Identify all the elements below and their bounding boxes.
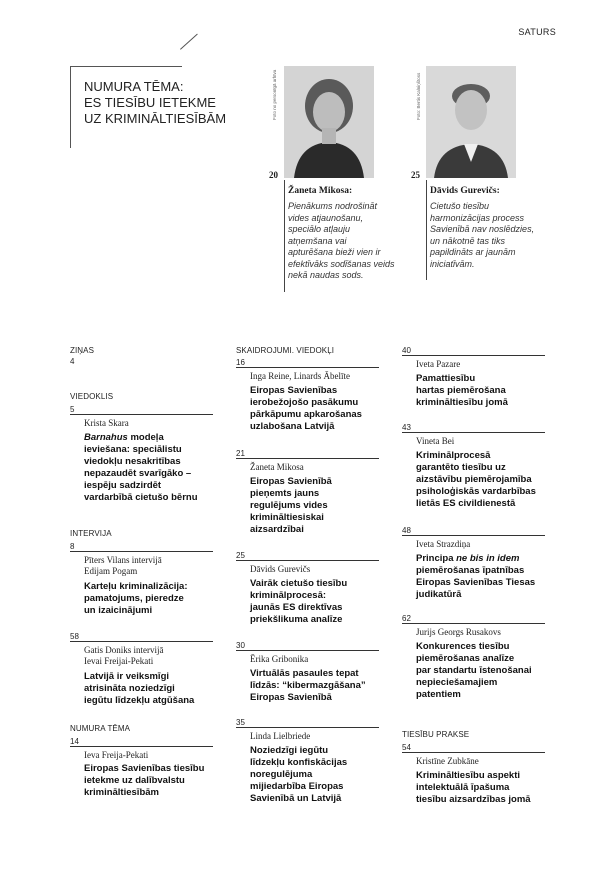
toc-page-number: 48 [402, 526, 411, 535]
toc-divider [236, 458, 379, 459]
photo-credit: Foto no personīgā arhīva [272, 69, 277, 120]
toc-divider [236, 727, 379, 728]
toc-page-number: 16 [236, 358, 245, 367]
toc-article-title[interactable]: Konkurences tiesību piemērošanas analīze par standartu īstenošanai nepieciešamajiem patentiem [416, 641, 532, 700]
toc-author: Krista Skara [84, 418, 129, 428]
toc-author: Pīters Vilans intervijā Edijam Pogam [84, 555, 162, 576]
toc-page-number: 8 [70, 542, 75, 551]
toc-article-title[interactable]: Vairāk cietušo tiesību kriminālprocesā: jaunās ES direktīvas priekšlikuma analīze [250, 578, 348, 625]
toc-author: Iveta Pazare [416, 359, 461, 369]
toc-author: Linda Lielbriede [250, 731, 311, 741]
toc-page-number: 54 [402, 743, 411, 752]
toc-author: Inga Reine, Linards Ābelīte [250, 371, 350, 381]
toc-article-title[interactable]: Kriminālprocesā garantēto tiesību uz aizstāvību piemērojamība psiholoģiskās vardarbības lietās ES civildienestā [416, 450, 536, 509]
toc-author: Jurijs Georgs Rusakovs [416, 627, 501, 637]
feature-page-number: 25 [411, 170, 420, 180]
theme-frame-line [180, 34, 198, 50]
toc-article-title[interactable]: Latvijā ir veiksmīgi atrisināta noziedzīgi iegūtu līdzekļu atgūšana [84, 671, 195, 706]
toc-section-label: INTERVIJA [70, 529, 112, 538]
toc-divider [402, 623, 545, 624]
toc-divider [70, 641, 213, 642]
toc-author: Gatis Doniks intervijā Ievai Freijai-Pekati [84, 645, 164, 666]
theme-frame-line [70, 66, 182, 67]
toc-page-number: 25 [236, 551, 245, 560]
toc-divider [70, 746, 213, 747]
feature-name: Dāvids Gurevičs: [430, 186, 500, 196]
toc-article-title[interactable]: Eiropas Savienībā pieņemts jauns regulējums vides krimināltiesiskai aizsardzībai [250, 476, 332, 535]
feature-quote: Pienākums nodrošināt vides atjaunošanu, speciālo atļauju atņemšana vai apturēšana bieži vien ir efektīvāks sodīšanas veids nekā naudas sods. [288, 201, 395, 280]
theme-frame-line [70, 66, 71, 148]
toc-section-label: ZIŅAS [70, 346, 95, 355]
toc-article-title[interactable]: Karteļu kriminalizācija: pamatojums, pieredze un izaicinājumi [84, 581, 188, 616]
toc-article-title[interactable]: Eiropas Savienības ierobežojošo pasākumu pārkāpumu apkarošanas uzlabošana Latvijā [250, 385, 362, 432]
toc-author: Vineta Bei [416, 436, 455, 446]
toc-article-title[interactable]: Virtuālās pasaules tepat līdzās: “kibermazgāšana” Eiropas Savienībā [250, 668, 366, 703]
toc-article-title[interactable]: Eiropas Savienības tiesību ietekme uz dalībvalstu krimināltiesībām [84, 763, 205, 798]
toc-divider [236, 560, 379, 561]
feature-rule [426, 180, 427, 280]
toc-page-number: 43 [402, 423, 411, 432]
toc-author: Kristīne Zubkāne [416, 756, 479, 766]
portrait-photo [284, 66, 374, 178]
section-label: SATURS [518, 27, 556, 37]
feature-rule [284, 180, 285, 292]
toc-page-number: 4 [70, 357, 75, 366]
toc-section-label: SKAIDROJUMI. VIEDOKĻI [236, 346, 335, 355]
toc-page-number: 62 [402, 614, 411, 623]
toc-author: Žaneta Mikosa [250, 462, 304, 472]
portrait-photo [426, 66, 516, 178]
toc-divider [236, 367, 379, 368]
feature-name: Žaneta Mikosa: [288, 186, 353, 196]
toc-divider [236, 650, 379, 651]
toc-author: Ērika Gribonika [250, 654, 309, 664]
toc-article-title[interactable]: Principa ne bis in idem piemērošanas īpatnības Eiropas Savienības Tiesas judikatūrā [416, 553, 536, 600]
toc-page-number: 35 [236, 718, 245, 727]
photo-credit: Foto: Bertis Kalniņštoss [416, 72, 421, 120]
toc-divider [70, 414, 213, 415]
toc-page-number: 5 [70, 405, 75, 414]
toc-page-number: 58 [70, 632, 79, 641]
toc-page-number: 40 [402, 346, 411, 355]
toc-divider [402, 355, 545, 356]
toc-divider [402, 752, 545, 753]
toc-section-label: NUMURA TĒMA [70, 724, 131, 733]
toc-page-number: 21 [236, 449, 245, 458]
toc-article-title[interactable]: Krimināltiesību aspekti intelektuālā īpašuma tiesību aizsardzības jomā [416, 770, 531, 805]
toc-page-number: 14 [70, 737, 79, 746]
toc-section-label: TIESĪBU PRAKSE [402, 730, 470, 739]
issue-theme-title: NUMURA TĒMA: ES TIESĪBU IETEKME UZ KRIMINĀLTIESĪBĀM [84, 79, 227, 126]
toc-article-title[interactable]: Barnahus modeļa ieviešana: speciālistu viedokļu nesakritības nepazaudēt svarīgāko – iespēju sadzirdēt vardarbībā cietušo bērnu [84, 432, 198, 503]
toc-page-number: 30 [236, 641, 245, 650]
toc-article-title[interactable]: Noziedzīgi iegūtu līdzekļu konfiskācijas noregulējuma mijiedarbība Eiropas Savienībā un Latvijā [250, 745, 348, 804]
toc-author: Iveta Strazdiņa [416, 539, 471, 549]
toc-divider [70, 551, 213, 552]
toc-section-label: VIEDOKLIS [70, 392, 114, 401]
toc-article-title[interactable]: Pamattiesību hartas piemērošana krimināltiesību jomā [416, 373, 508, 408]
feature-page-number: 20 [269, 170, 278, 180]
toc-author: Dāvids Gurevičs [250, 564, 311, 574]
feature-quote: Cietušo tiesību harmonizācijas process Savienībā nav noslēdzies, un nākotnē tas tiks papildināts ar jaunām iniciatīvām. [430, 201, 535, 269]
toc-author: Ieva Freija-Pekati [84, 750, 149, 760]
toc-divider [402, 535, 545, 536]
toc-divider [402, 432, 545, 433]
